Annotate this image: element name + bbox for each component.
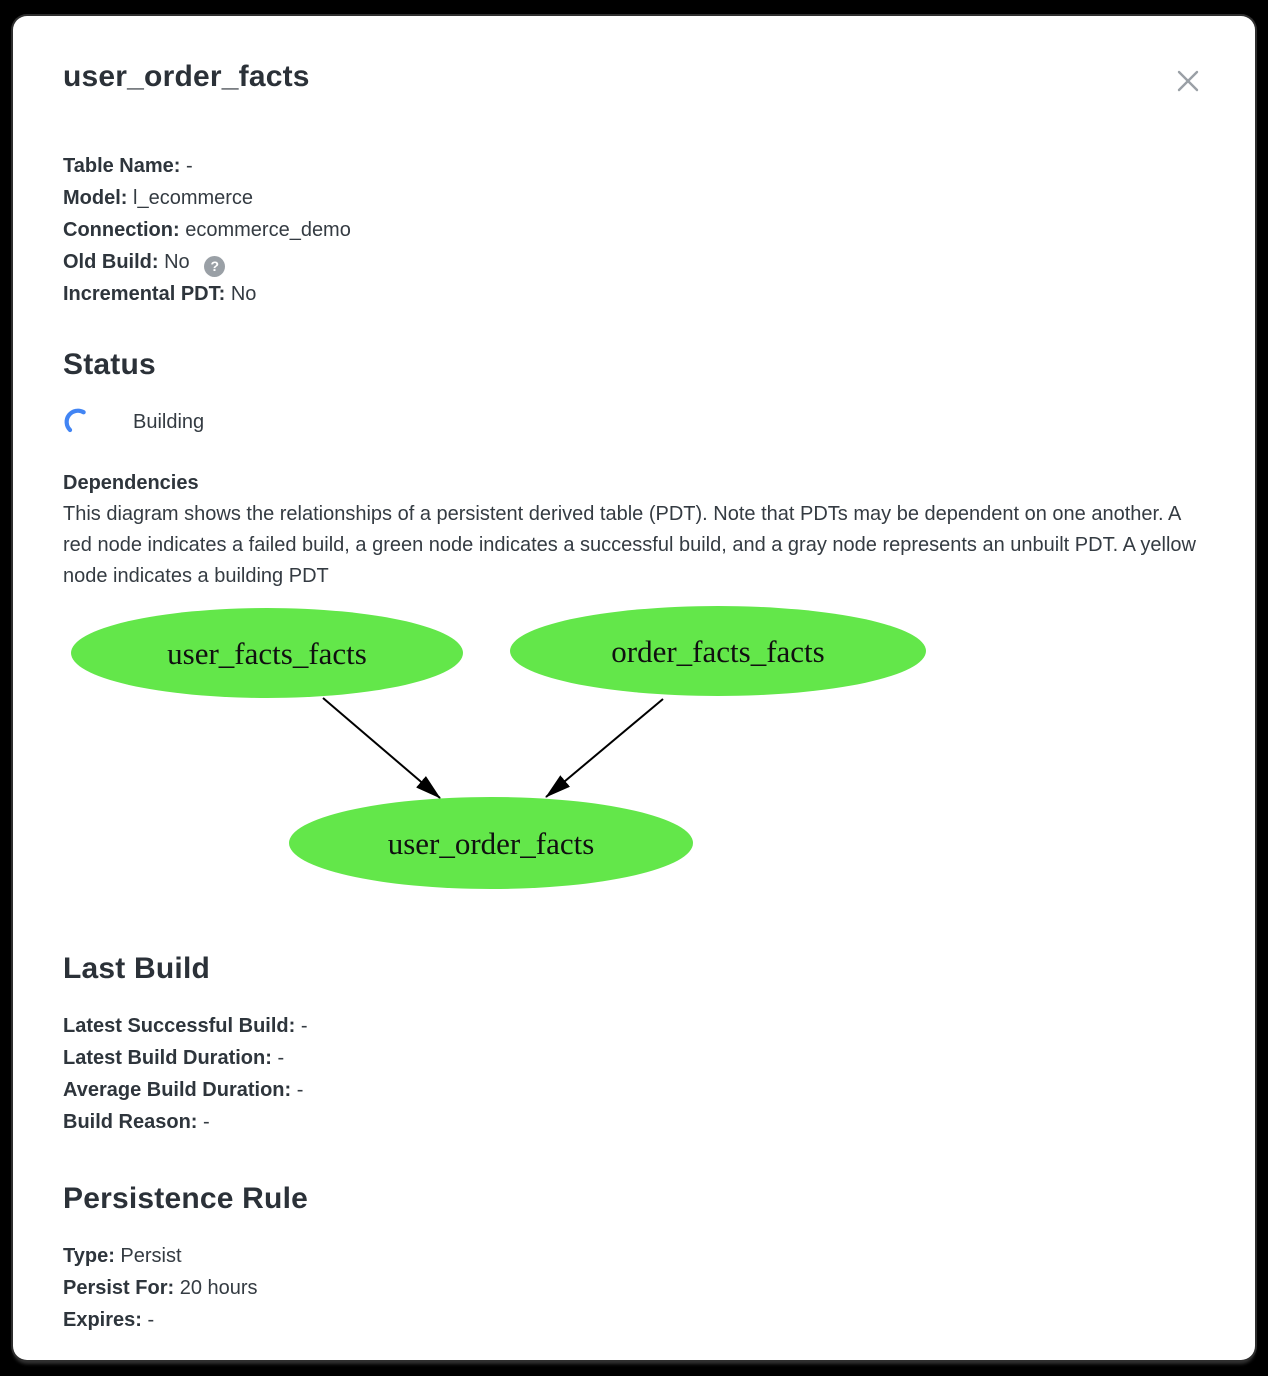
table-details: [63, 150, 1205, 310]
graph-edge-order-facts: [546, 699, 663, 797]
detail-value: -: [203, 1111, 210, 1133]
detail-label: Connection:: [63, 219, 180, 241]
panel-header: [63, 60, 1205, 96]
detail-label: Type:: [63, 1245, 115, 1267]
pdt-details-panel: [13, 16, 1255, 1360]
detail-value: -: [296, 1079, 304, 1101]
detail-value: ecommerce_demo: [185, 219, 351, 241]
detail-row-old-build: [63, 246, 1205, 278]
detail-label: Average Build Duration:: [63, 1079, 292, 1101]
last-build-details: [63, 1010, 1205, 1138]
detail-value: l_ecommerce: [133, 187, 254, 209]
detail-row-incremental-pdt: [63, 278, 1205, 310]
detail-row-latest-successful-build: [63, 1010, 1205, 1042]
close-button[interactable]: [1173, 66, 1203, 96]
node-label: user_facts_facts: [167, 636, 367, 671]
close-icon: [1175, 68, 1201, 94]
persistence-rule-details: [63, 1240, 1205, 1336]
detail-label: Model:: [63, 187, 128, 209]
node-label: order_facts_facts: [611, 634, 825, 669]
detail-value: No: [164, 251, 190, 273]
graph-node-user-facts-facts[interactable]: [71, 608, 463, 698]
detail-label: Build Reason:: [63, 1111, 198, 1133]
detail-label: Persist For:: [63, 1277, 175, 1299]
detail-label: Latest Build Duration:: [63, 1047, 272, 1069]
detail-value: 20 hours: [179, 1277, 258, 1299]
status-text: Building: [133, 410, 205, 433]
detail-row-connection: [63, 214, 1205, 246]
detail-value: No: [230, 283, 257, 305]
page-title: user_order_facts: [63, 60, 310, 93]
detail-value: -: [186, 155, 193, 177]
detail-row-table-name: [63, 150, 1205, 182]
graph-edge-user-facts: [323, 698, 440, 798]
help-icon[interactable]: ?: [204, 256, 225, 277]
detail-row-build-reason: [63, 1106, 1205, 1138]
last-build-heading: Last Build: [63, 952, 211, 985]
building-spinner-icon: [63, 407, 93, 437]
dependencies-heading: Dependencies: [63, 472, 199, 494]
detail-row-persist-for: [63, 1272, 1205, 1304]
status-heading: Status: [63, 348, 156, 381]
detail-value: Persist: [120, 1245, 182, 1267]
dependency-graph: [53, 602, 953, 912]
detail-label: Expires:: [63, 1309, 142, 1331]
dependencies-description: This diagram shows the relationships of a persistent derived table (PDT). Note that PDTs may be dependent on one another. A red node indicates a failed build, a green node indicates a successful build, and a gray node represents an unbuilt PDT. A yellow node indicates a building PDT: [63, 503, 1196, 587]
detail-row-average-build-duration: [63, 1074, 1205, 1106]
detail-row-model: [63, 182, 1205, 214]
detail-row-latest-build-duration: [63, 1042, 1205, 1074]
detail-row-type: [63, 1240, 1205, 1272]
node-label: user_order_facts: [387, 826, 595, 861]
detail-label: Latest Successful Build:: [63, 1015, 296, 1037]
graph-node-user-order-facts[interactable]: [289, 797, 693, 889]
detail-value: -: [300, 1015, 308, 1037]
graph-node-order-facts-facts[interactable]: [510, 606, 926, 696]
persistence-rule-heading: Persistence Rule: [63, 1182, 308, 1215]
detail-label: Incremental PDT:: [63, 283, 226, 305]
detail-label: Table Name:: [63, 155, 181, 177]
detail-value: -: [277, 1047, 285, 1069]
detail-label: Old Build:: [63, 251, 159, 273]
status-row: [63, 406, 1205, 438]
detail-row-expires: [63, 1304, 1205, 1336]
detail-value: -: [147, 1309, 155, 1331]
